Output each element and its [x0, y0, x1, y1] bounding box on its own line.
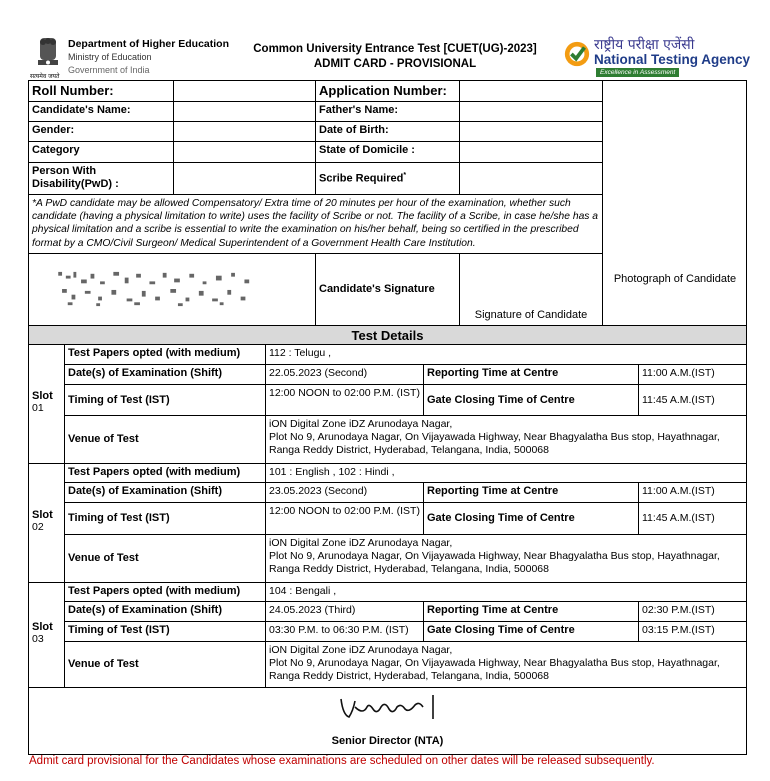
slot-1-reporting-value: 11:00 A.M.(IST) — [638, 364, 747, 385]
scribe-label — [315, 162, 460, 195]
candidate-name-label: Candidate's Name: — [28, 101, 174, 122]
slot-3-venue-line-2: Plot No 9, Arunodaya Nagar, On Vijayawada Highway, Near Bhagyalatha Bus stop, Hayathnagar, — [269, 657, 720, 669]
application-number-value — [459, 80, 603, 102]
slot-3-date-label: Date(s) of Examination (Shift) — [64, 601, 266, 622]
slot-1-number: 01 — [32, 402, 44, 414]
slot-1-papers-label: Test Papers opted (with medium) — [64, 344, 266, 365]
slot-2-venue-line-1: iON Digital Zone iDZ Arunodaya Nagar, — [269, 537, 453, 549]
slot-3-reporting-label: Reporting Time at Centre — [423, 601, 639, 622]
signature-caption — [0, 0, 2, 1]
slot-2-papers-label: Test Papers opted (with medium) — [64, 463, 266, 483]
slot-3-date-value: 24.05.2023 (Third) — [265, 601, 424, 622]
candidate-name-value — [173, 101, 316, 122]
signature-box-label: Signature of Candidate — [474, 309, 588, 321]
photo-label: Photograph of Candidate — [613, 273, 737, 285]
father-name-label: Father's Name: — [315, 101, 460, 122]
department-block — [68, 38, 229, 77]
slot-2-venue-line-3: Ranga Reddy District, Hyderabad, Telangana, India, 500068 — [269, 563, 549, 575]
provisional-disclaimer: Admit card provisional for the Candidates whose examinations are scheduled on other dates will be released subsequently. — [29, 755, 655, 767]
signatory-title: Senior Director (NTA) — [331, 735, 444, 747]
slot-1-timing-label: Timing of Test (IST) — [64, 384, 266, 416]
nta-logo-icon — [563, 40, 591, 68]
slot-2-date-label: Date(s) of Examination (Shift) — [64, 482, 266, 503]
slot-1-papers-value: 112 : Telugu , — [265, 344, 747, 365]
slot-2-timing-label: Timing of Test (IST) — [64, 502, 266, 535]
slot-2-venue-value — [265, 534, 747, 583]
roll-number-label: Roll Number: — [28, 80, 174, 102]
slot-3-gate-label: Gate Closing Time of Centre — [423, 621, 639, 642]
slot-1-reporting-label: Reporting Time at Centre — [423, 364, 639, 385]
slot-2-venue-label: Venue of Test — [64, 534, 266, 583]
slot-1-label-cell — [28, 344, 65, 464]
slot-3-number: 03 — [32, 633, 44, 645]
page-title — [230, 42, 560, 72]
scribe-label-text: Scribe Required — [319, 172, 404, 185]
nta-hindi-name: राष्ट्रीय परीक्षा एजेंसी — [594, 37, 695, 53]
slot-1-venue-value — [265, 415, 747, 464]
slot-3-label: Slot — [32, 621, 53, 633]
category-label: Category — [28, 141, 174, 163]
slot-2-reporting-value: 11:00 A.M.(IST) — [638, 482, 747, 503]
exam-title: Common University Entrance Test [CUET(UG)-2023] — [253, 43, 537, 55]
government-name: Government of India — [68, 65, 150, 75]
director-signature-image — [333, 693, 443, 723]
slot-1-venue-line-1: iON Digital Zone iDZ Arunodaya Nagar, — [269, 418, 453, 430]
slot-3-papers-value: 104 : Bengali , — [265, 582, 747, 602]
slot-1-label: Slot — [32, 390, 53, 402]
domicile-label: State of Domicile : — [315, 141, 460, 163]
slot-1-date-label: Date(s) of Examination (Shift) — [64, 364, 266, 385]
scribe-value — [459, 162, 603, 195]
nta-name: National Testing Agency — [594, 52, 751, 67]
department-title: Department of Higher Education — [68, 38, 230, 50]
slot-2-label-cell — [28, 463, 65, 583]
slot-1-date-value: 22.05.2023 (Second) — [265, 364, 424, 385]
candidate-signature-image — [52, 270, 264, 308]
slot-3-papers-label: Test Papers opted (with medium) — [64, 582, 266, 602]
test-details-title: Test Details — [28, 325, 747, 345]
domicile-value — [459, 141, 603, 163]
pwd-value — [173, 162, 316, 195]
category-value — [173, 141, 316, 163]
slot-2-gate-label: Gate Closing Time of Centre — [423, 502, 639, 535]
pwd-note: *A PwD candidate may be allowed Compensatory/ Extra time of 20 minutes per hour of the examination, whether such candidate (having a physical limitation to write) uses the facility of Scribe or not. The facility of a Scribe, in case he/she has a physical limitation and a scribe is essential to write the examination on his/her behalf, being so certified in the prescribed format by a CMO/Civil Surgeon/ Medical Superintendent of a Government Health Care Institution. — [28, 194, 603, 254]
slot-1-gate-value: 11:45 A.M.(IST) — [638, 384, 747, 416]
slot-3-reporting-value: 02:30 P.M.(IST) — [638, 601, 747, 622]
gender-value — [173, 121, 316, 142]
slot-2-papers-value: 101 : English , 102 : Hindi , — [265, 463, 747, 483]
dob-value — [459, 121, 603, 142]
father-name-value — [459, 101, 603, 122]
dob-label: Date of Birth: — [315, 121, 460, 142]
slot-2-venue-line-2: Plot No 9, Arunodaya Nagar, On Vijayawada Highway, Near Bhagyalatha Bus stop, Hayathnagar, — [269, 550, 720, 562]
slot-2-gate-value: 11:45 A.M.(IST) — [638, 502, 747, 535]
emblem-motto: सत्यमेव जयते — [30, 73, 60, 80]
slot-1-venue-label: Venue of Test — [64, 415, 266, 464]
slot-2-date-value: 23.05.2023 (Second) — [265, 482, 424, 503]
slot-2-number: 02 — [32, 521, 44, 533]
scribe-footnote-mark: * — [403, 172, 407, 179]
slot-3-timing-value: 03:30 P.M. to 06:30 P.M. (IST) — [265, 621, 424, 642]
card-title: ADMIT CARD - PROVISIONAL — [313, 58, 477, 70]
ministry-name: Ministry of Education — [68, 52, 152, 62]
slot-3-venue-value — [265, 641, 747, 688]
slot-3-gate-value: 03:15 P.M.(IST) — [638, 621, 747, 642]
slot-1-venue-line-3: Ranga Reddy District, Hyderabad, Telangana, India, 500068 — [269, 444, 549, 456]
slot-3-venue-label: Venue of Test — [64, 641, 266, 688]
slot-3-venue-line-3: Ranga Reddy District, Hyderabad, Telangana, India, 500068 — [269, 670, 549, 682]
gender-label: Gender: — [28, 121, 174, 142]
nta-tagline: Excellence in Assessment — [596, 68, 679, 77]
candidate-signature-label: Candidate's Signature — [315, 253, 460, 326]
roll-number-value — [173, 80, 316, 102]
slot-3-venue-line-1: iON Digital Zone iDZ Arunodaya Nagar, — [269, 644, 453, 656]
slot-1-timing-value: 12:00 NOON to 02:00 P.M. (IST) — [265, 384, 424, 416]
slot-3-timing-label: Timing of Test (IST) — [64, 621, 266, 642]
slot-2-reporting-label: Reporting Time at Centre — [423, 482, 639, 503]
slot-1-gate-label: Gate Closing Time of Centre — [423, 384, 639, 416]
slot-2-timing-value: 12:00 NOON to 02:00 P.M. (IST) — [265, 502, 424, 535]
slot-2-label: Slot — [32, 509, 53, 521]
slot-1-venue-line-2: Plot No 9, Arunodaya Nagar, On Vijayawada Highway, Near Bhagyalatha Bus stop, Hayathnagar, — [269, 431, 720, 443]
slot-3-label-cell — [28, 582, 65, 688]
application-number-label: Application Number: — [315, 80, 460, 102]
pwd-label: Person With Disability(PwD) : — [28, 162, 174, 195]
photo-column — [602, 80, 747, 326]
